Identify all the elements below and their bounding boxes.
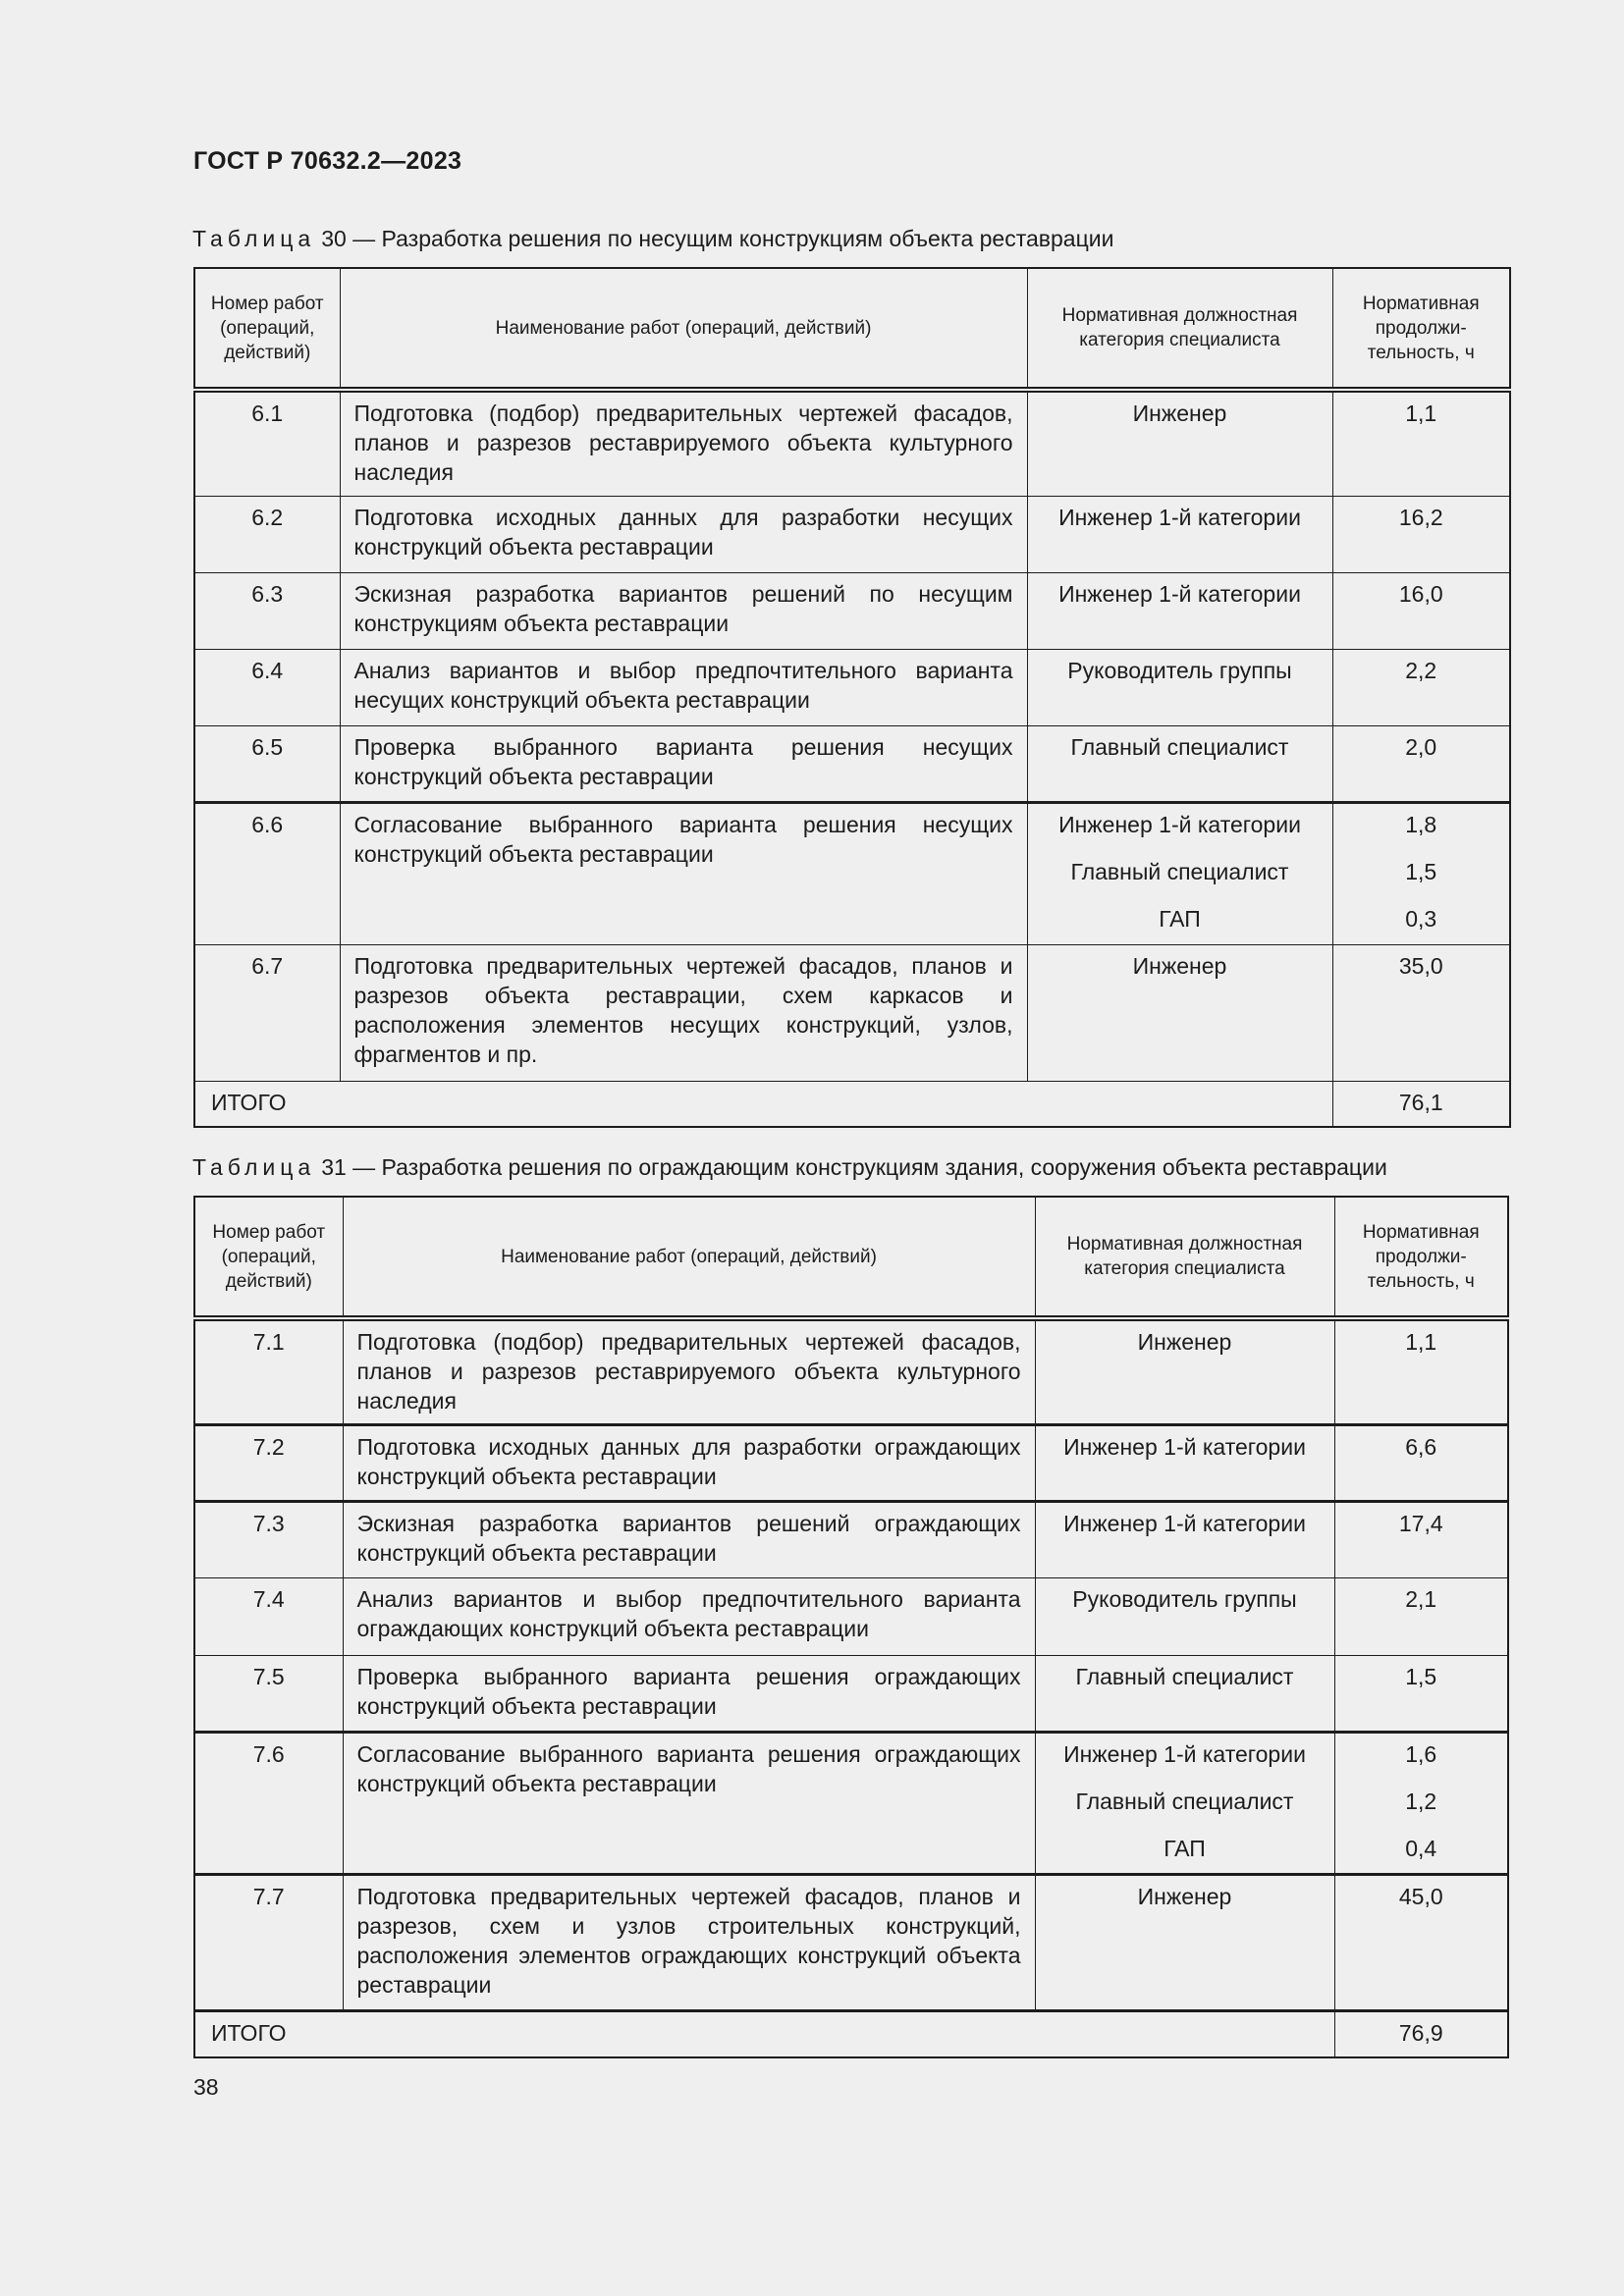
table-row <box>194 1875 1508 2011</box>
row-number: 7.5 <box>194 1656 343 1733</box>
col-header-work-name: Наименование работ (операций, действий) <box>343 1197 1035 1318</box>
row-number: 7.3 <box>194 1502 343 1578</box>
table-row <box>194 802 1510 944</box>
row-duration: 2,2 <box>1332 649 1510 725</box>
total-label: ИТОГО <box>194 1081 1332 1127</box>
row-category: Инженер <box>1035 1875 1334 2011</box>
row-category: Главный специалист <box>1027 725 1332 802</box>
row-duration: 1,1 <box>1332 390 1510 496</box>
page-number: 38 <box>193 2074 219 2100</box>
row-category: Инженер 1-й категории <box>1027 572 1332 649</box>
row-duration: 1,6 <box>1405 1741 1437 1767</box>
row-category-list <box>1027 802 1332 944</box>
row-category: Инженер 1-й категории <box>1058 811 1301 837</box>
row-work-name: Проверка выбранного варианта решения несущих конструкций объекта реставрации <box>340 725 1027 802</box>
table-row <box>194 944 1510 1081</box>
row-number: 6.6 <box>194 802 340 944</box>
document-header: ГОСТ Р 70632.2—2023 <box>193 147 462 175</box>
row-number: 7.6 <box>194 1733 343 1875</box>
row-duration: 45,0 <box>1334 1875 1508 2011</box>
row-work-name: Подготовка исходных данных для разработки ограждающих конструкций объекта реставрации <box>343 1425 1035 1502</box>
row-work-name: Подготовка исходных данных для разработки несущих конструкций объекта реставрации <box>340 496 1027 572</box>
row-duration: 1,1 <box>1334 1318 1508 1425</box>
table-row <box>194 1502 1508 1578</box>
row-work-name: Эскизная разработка вариантов решений по несущим конструкциям объекта реставрации <box>340 572 1027 649</box>
row-duration-list <box>1332 802 1510 944</box>
table-31-caption-word: Таблица <box>192 1154 316 1180</box>
table-30 <box>193 267 1511 1128</box>
row-work-name: Анализ вариантов и выбор предпочтительного варианта ограждающих конструкций объекта реставрации <box>343 1578 1035 1656</box>
col-header-category: Нормативная должностная категория специалиста <box>1035 1197 1334 1318</box>
row-category: Инженер <box>1035 1318 1334 1425</box>
row-duration: 6,6 <box>1334 1425 1508 1502</box>
row-category: ГАП <box>1159 905 1201 932</box>
row-duration: 0,4 <box>1405 1836 1437 1861</box>
row-work-name: Анализ вариантов и выбор предпочтительного варианта несущих конструкций объекта реставрации <box>340 649 1027 725</box>
row-category: Инженер <box>1027 390 1332 496</box>
row-category: Инженер <box>1027 944 1332 1081</box>
table-31-caption <box>192 1154 1387 1181</box>
col-header-number: Номер работ (операций, действий) <box>194 1197 343 1318</box>
table-row <box>194 1733 1508 1875</box>
row-number: 6.5 <box>194 725 340 802</box>
row-category: ГАП <box>1164 1836 1206 1861</box>
col-header-number: Номер работ (операций, действий) <box>194 268 340 390</box>
table-row <box>194 1318 1508 1425</box>
table-31-caption-text: 31 — Разработка решения по ограждающим конструкциям здания, сооружения объекта реставрации <box>321 1154 1387 1180</box>
row-number: 6.3 <box>194 572 340 649</box>
row-category: Главный специалист <box>1035 1656 1334 1733</box>
total-value: 76,9 <box>1334 2011 1508 2057</box>
row-work-name: Согласование выбранного варианта решения несущих конструкций объекта реставрации <box>340 802 1027 944</box>
row-work-name: Проверка выбранного варианта решения ограждающих конструкций объекта реставрации <box>343 1656 1035 1733</box>
row-category: Главный специалист <box>1075 1789 1294 1814</box>
table-30-caption-text: 30 — Разработка решения по несущим конструкциям объекта реставрации <box>321 226 1114 251</box>
table-31 <box>193 1196 1509 2058</box>
table-row <box>194 725 1510 802</box>
row-category: Инженер 1-й категории <box>1027 496 1332 572</box>
row-number: 7.7 <box>194 1875 343 2011</box>
row-duration: 35,0 <box>1332 944 1510 1081</box>
row-duration: 1,2 <box>1405 1789 1437 1814</box>
col-header-work-name: Наименование работ (операций, действий) <box>340 268 1027 390</box>
row-work-name: Подготовка (подбор) предварительных чертежей фасадов, планов и разрезов реставрируемого объекта культурного наследия <box>340 390 1027 496</box>
table-row <box>194 1425 1508 1502</box>
row-category-list <box>1035 1733 1334 1875</box>
row-number: 6.7 <box>194 944 340 1081</box>
table-total-row <box>194 2011 1508 2057</box>
row-category: Руководитель группы <box>1027 649 1332 725</box>
row-work-name: Подготовка предварительных чертежей фасадов, планов и разрезов объекта реставрации, схем каркасов и расположения элементов несущих конструкций, узлов, фрагментов и пр. <box>340 944 1027 1081</box>
row-duration: 1,5 <box>1405 858 1437 884</box>
row-duration: 16,2 <box>1332 496 1510 572</box>
row-category: Инженер 1-й категории <box>1035 1425 1334 1502</box>
row-duration: 0,3 <box>1405 905 1437 932</box>
row-work-name: Эскизная разработка вариантов решений ограждающих конструкций объекта реставрации <box>343 1502 1035 1578</box>
row-category: Инженер 1-й категории <box>1035 1502 1334 1578</box>
row-duration: 2,0 <box>1332 725 1510 802</box>
row-duration: 2,1 <box>1334 1578 1508 1656</box>
table-total-row <box>194 1081 1510 1127</box>
row-duration: 17,4 <box>1334 1502 1508 1578</box>
row-work-name: Подготовка предварительных чертежей фасадов, планов и разрезов, схем и узлов строительных конструкций, расположения элементов ограждающих конструкций объекта реставрации <box>343 1875 1035 2011</box>
total-label: ИТОГО <box>194 2011 1334 2057</box>
col-header-duration: Нормативная продолжи-тельность, ч <box>1334 1197 1508 1318</box>
row-duration: 1,8 <box>1405 811 1437 837</box>
col-header-category: Нормативная должностная категория специалиста <box>1027 268 1332 390</box>
row-number: 6.1 <box>194 390 340 496</box>
row-number: 6.2 <box>194 496 340 572</box>
row-number: 7.1 <box>194 1318 343 1425</box>
row-number: 6.4 <box>194 649 340 725</box>
table-30-caption-word: Таблица <box>192 226 316 251</box>
total-value: 76,1 <box>1332 1081 1510 1127</box>
table-row <box>194 572 1510 649</box>
table-row <box>194 649 1510 725</box>
row-category: Инженер 1-й категории <box>1063 1741 1306 1767</box>
row-duration: 1,5 <box>1334 1656 1508 1733</box>
table-30-caption <box>192 226 1113 252</box>
row-category: Руководитель группы <box>1035 1578 1334 1656</box>
row-duration-list <box>1334 1733 1508 1875</box>
table-row <box>194 496 1510 572</box>
col-header-duration: Нормативная продолжи-тельность, ч <box>1332 268 1510 390</box>
row-work-name: Подготовка (подбор) предварительных чертежей фасадов, планов и разрезов реставрируемого объекта культурного наследия <box>343 1318 1035 1425</box>
row-category: Главный специалист <box>1070 858 1289 884</box>
table-row <box>194 1578 1508 1656</box>
row-work-name: Согласование выбранного варианта решения ограждающих конструкций объекта реставрации <box>343 1733 1035 1875</box>
row-number: 7.4 <box>194 1578 343 1656</box>
table-row <box>194 390 1510 496</box>
table-row <box>194 1656 1508 1733</box>
row-number: 7.2 <box>194 1425 343 1502</box>
row-duration: 16,0 <box>1332 572 1510 649</box>
